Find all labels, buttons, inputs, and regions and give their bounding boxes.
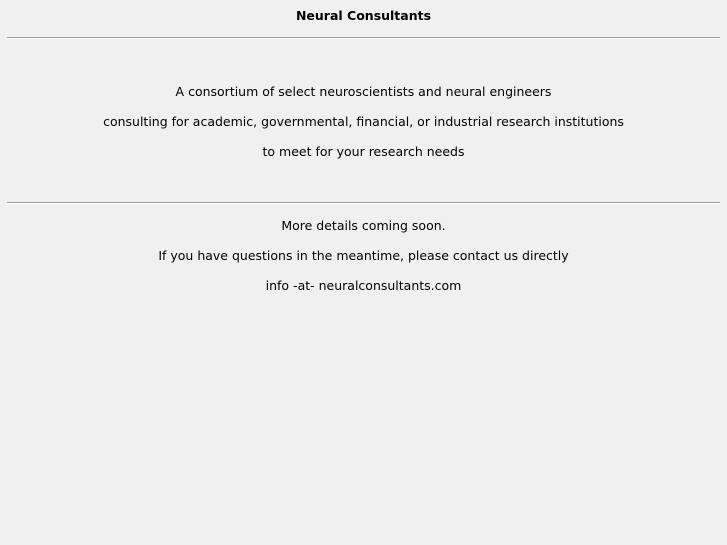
contact-prompt: If you have questions in the meantime, please contact us directly <box>158 248 569 263</box>
intro-line-2: consulting for academic, governmental, financial, or industrial research institutions <box>103 114 624 129</box>
details-coming-soon: More details coming soon. <box>281 218 446 233</box>
divider-top <box>7 37 720 39</box>
intro-line-1: A consortium of select neuroscientists and neural engineers <box>175 84 552 99</box>
page-title: Neural Consultants <box>295 8 432 23</box>
intro-line-3: to meet for your research needs <box>262 144 465 159</box>
contact-email: info -at- neuralconsultants.com <box>265 278 462 293</box>
divider-middle <box>7 202 720 204</box>
